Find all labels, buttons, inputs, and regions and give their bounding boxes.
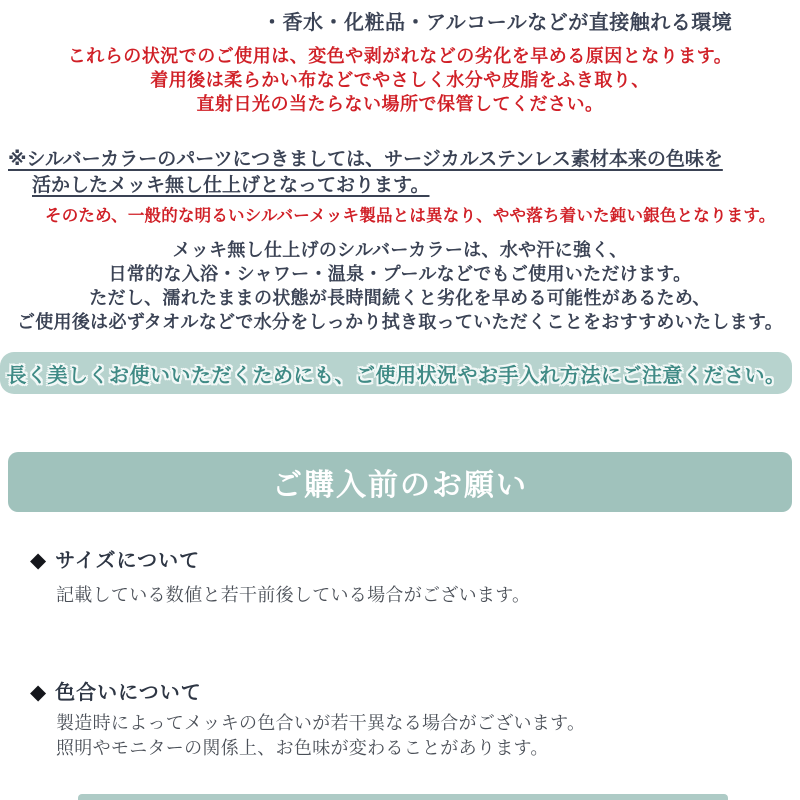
silver-care-detail-line: ご使用後は必ずタオルなどで水分をしっかり拭き取っていただくことをおすすめいたします。	[16, 312, 784, 332]
silver-care-detail-line: 日常的な入浴・シャワー・温泉・プールなどでもご使用いただけます。	[108, 264, 692, 284]
section-body-color	[56, 711, 585, 761]
usage-warning-line: これらの状況でのご使用は、変色や剥がれなどの劣化を早める原因となります。	[67, 46, 733, 66]
section-heading-size	[30, 544, 200, 573]
section-body-size	[56, 583, 530, 608]
pre-purchase-header-title: ご購入前のお願い	[272, 469, 528, 502]
section-body-line: 照明やモニターの関係上、お色味が変わることがあります。	[56, 738, 549, 758]
usage-warning-block	[0, 44, 800, 116]
environment-list-item: ・香水・化粧品・アルコールなどが直接触れる環境	[262, 12, 733, 34]
section-heading-size-label: サイズについて	[55, 550, 201, 572]
diamond-bullet-icon: ◆	[30, 681, 48, 704]
section-heading-color	[30, 676, 202, 705]
silver-note-underlined-line: 活かしたメッキ無し仕上げとなっております。	[32, 175, 430, 196]
silver-note-underlined-line: ※シルバーカラーのパーツにつきましては、サージカルステンレス素材本来の色味を	[8, 149, 723, 170]
diamond-bullet-icon: ◆	[30, 549, 48, 572]
silver-color-note	[0, 147, 800, 199]
pre-purchase-header-band	[8, 452, 792, 512]
usage-warning-line: 着用後は柔らかい布などでやさしく水分や皮脂をふき取り、	[150, 70, 650, 90]
care-caution-banner-text: 長く美しくお使いいただくためにも、ご使用状況やお手入れ方法にご注意ください。	[6, 364, 786, 387]
care-caution-banner	[0, 352, 792, 394]
usage-warning-line: 直射日光の当たらない場所で保管してください。	[196, 94, 604, 114]
section-heading-color-label: 色合いについて	[55, 682, 202, 704]
silver-care-detail-block	[0, 238, 800, 334]
silver-care-detail-line: メッキ無し仕上げのシルバーカラーは、水や汗に強く、	[172, 240, 628, 260]
next-section-band-edge	[78, 794, 728, 800]
silver-care-detail-line: ただし、濡れたままの状態が長時間続くと劣化を早める可能性があるため、	[89, 288, 711, 308]
section-body-line: 記載している数値と若干前後している場合がございます。	[56, 585, 531, 605]
silver-note-red-line: そのため、一般的な明るいシルバーメッキ製品とは異なり、やや落ち着いた鈍い銀色となります。	[45, 207, 776, 225]
section-body-line: 製造時によってメッキの色合いが若干異なる場合がございます。	[56, 713, 586, 733]
